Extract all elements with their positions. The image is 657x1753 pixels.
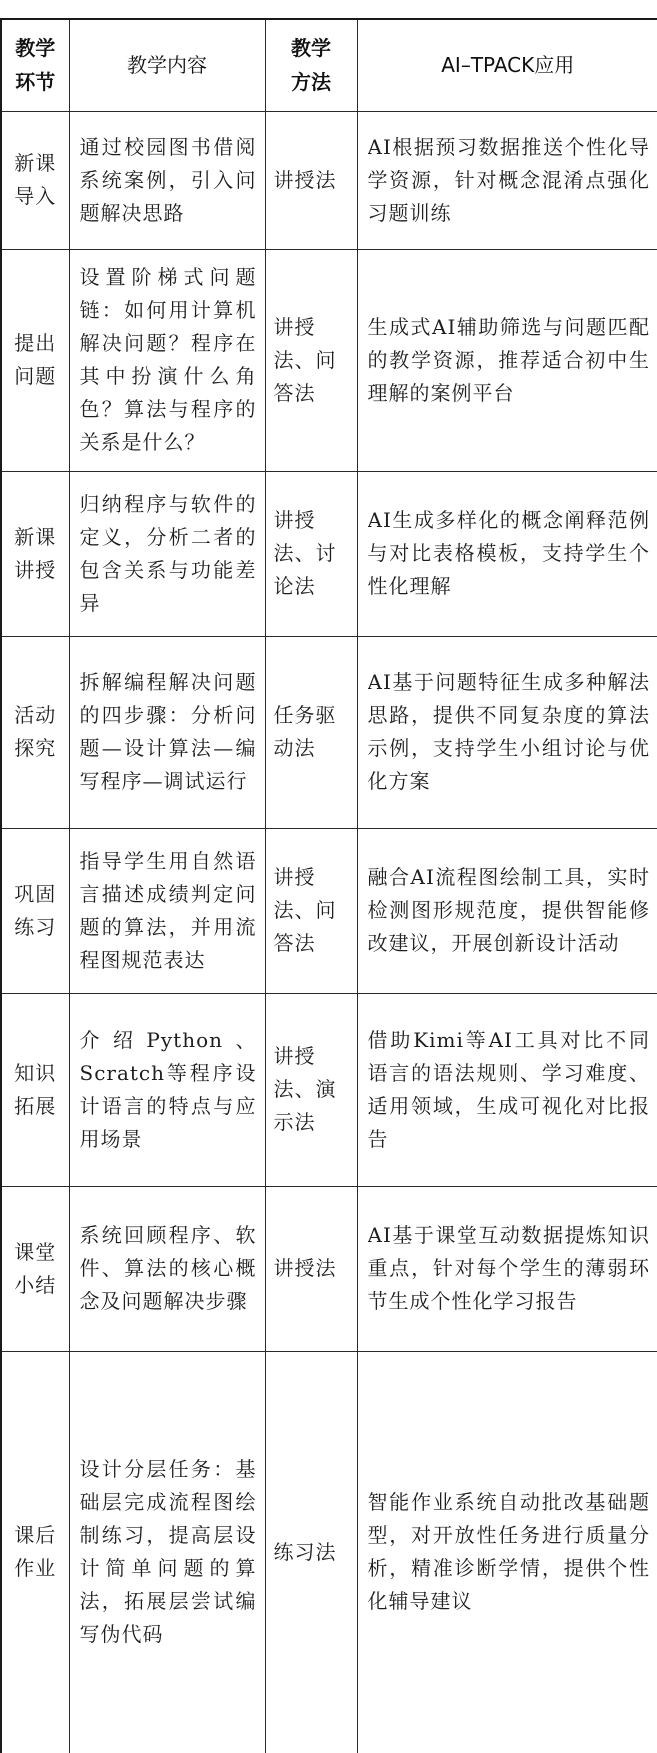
cell-stage: 课后作业	[1, 1351, 69, 1753]
header-method: 教学方法	[265, 19, 357, 111]
table-row	[1, 1351, 657, 1753]
cell-ai-application: 融合AI流程图绘制工具，实时检测图形规范度，提供智能修改建议，开展创新设计活动	[357, 828, 657, 993]
table-row	[1, 828, 657, 993]
cell-method: 讲授法、问答法	[265, 249, 357, 471]
cell-ai-application: AI根据预习数据推送个性化导学资源，针对概念混淆点强化习题训练	[357, 111, 657, 249]
table-row	[1, 1186, 657, 1351]
cell-ai-application: 生成式AI辅助筛选与问题匹配的教学资源，推荐适合初中生理解的案例平台	[357, 249, 657, 471]
cell-content: 系统回顾程序、软件、算法的核心概念及问题解决步骤	[69, 1186, 265, 1351]
cell-method: 任务驱动法	[265, 636, 357, 828]
cell-method: 讲授法	[265, 111, 357, 249]
cell-stage: 课堂小结	[1, 1186, 69, 1351]
table-row	[1, 993, 657, 1186]
table-row	[1, 111, 657, 249]
cell-content: 指导学生用自然语言描述成绩判定问题的算法，并用流程图规范表达	[69, 828, 265, 993]
cell-ai-application: AI基于问题特征生成多种解法思路，提供不同复杂度的算法示例，支持学生小组讨论与优化方案	[357, 636, 657, 828]
cell-method: 讲授法、问答法	[265, 828, 357, 993]
header-ai-tpack: AI–TPACK应用	[357, 19, 657, 111]
cell-ai-application: AI基于课堂互动数据提炼知识重点，针对每个学生的薄弱环节生成个性化学习报告	[357, 1186, 657, 1351]
cell-method: 讲授法	[265, 1186, 357, 1351]
header-stage: 教学环节	[1, 19, 69, 111]
cell-method: 讲授法、演示法	[265, 993, 357, 1186]
cell-method: 练习法	[265, 1351, 357, 1753]
cell-content: 归纳程序与软件的定义，分析二者的包含关系与功能差异	[69, 471, 265, 636]
cell-stage: 新课讲授	[1, 471, 69, 636]
table-row	[1, 471, 657, 636]
cell-content: 介绍Python、Scratch等程序设计语言的特点与应用场景	[69, 993, 265, 1186]
header-row	[1, 19, 657, 111]
cell-stage: 知识拓展	[1, 993, 69, 1186]
header-content: 教学内容	[69, 19, 265, 111]
page-top-margin	[0, 0, 657, 18]
table-row	[1, 249, 657, 471]
cell-content: 拆解编程解决问题的四步骤：分析问题—设计算法—编写程序—调试运行	[69, 636, 265, 828]
cell-stage: 巩固练习	[1, 828, 69, 993]
cell-ai-application: AI生成多样化的概念阐释范例与对比表格模板，支持学生个性化理解	[357, 471, 657, 636]
cell-content: 通过校园图书借阅系统案例，引入问题解决思路	[69, 111, 265, 249]
lesson-plan-table	[0, 18, 657, 1753]
cell-stage: 提出问题	[1, 249, 69, 471]
cell-content: 设计分层任务：基础层完成流程图绘制练习，提高层设计简单问题的算法，拓展层尝试编写伪代码	[69, 1351, 265, 1753]
cell-ai-application: 智能作业系统自动批改基础题型，对开放性任务进行质量分析，精准诊断学情，提供个性化辅导建议	[357, 1351, 657, 1753]
cell-stage: 新课导入	[1, 111, 69, 249]
cell-content: 设置阶梯式问题链：如何用计算机解决问题？程序在其中扮演什么角色？算法与程序的关系是什么？	[69, 249, 265, 471]
table-row	[1, 636, 657, 828]
cell-stage: 活动探究	[1, 636, 69, 828]
cell-ai-application: 借助Kimi等AI工具对比不同语言的语法规则、学习难度、适用领域，生成可视化对比报告	[357, 993, 657, 1186]
cell-method: 讲授法、讨论法	[265, 471, 357, 636]
